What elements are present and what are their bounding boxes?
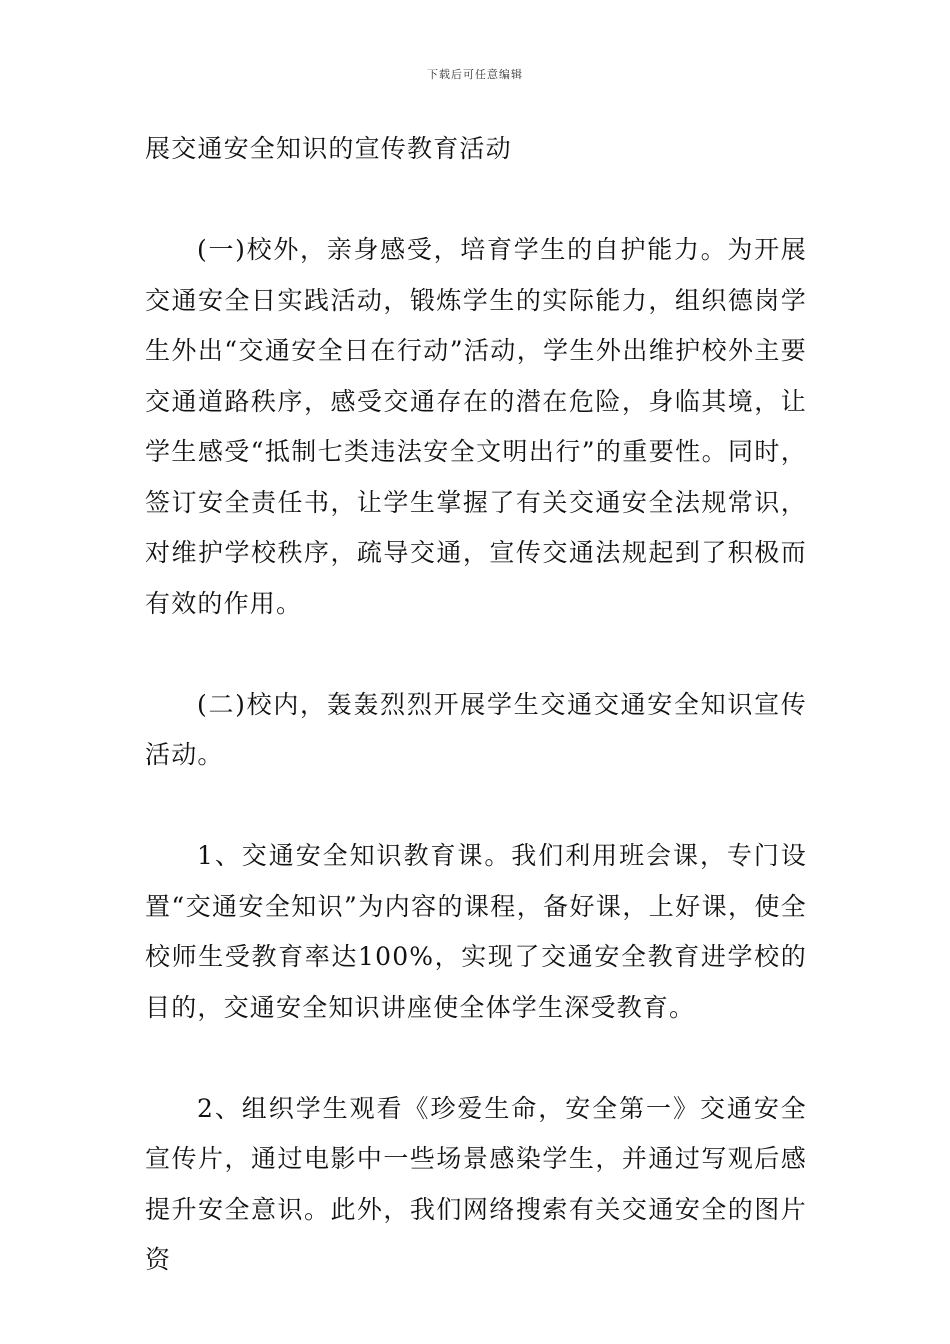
- paragraph-continuation: 展交通安全知识的宣传教育活动: [145, 134, 512, 163]
- paragraph-offcampus: (一)校外，亲身感受，培育学生的自护能力。为开展交通安全日实践活动，锻炼学生的实际能力，组织德岗学生外出“交通安全日在行动”活动，学生外出维护校外主要交通道路秩序，感受交通存在的潜在危险，身临其境，让学生感受“抵制七类违法安全文明出行”的重要性。同时，签订安全责任书，让学生掌握了有关交通安全法规常识，对维护学校秩序，疏导交通，宣传交通法规起到了积极而有效的作用。: [145, 235, 807, 618]
- paragraph-gap: [145, 629, 807, 680]
- page-header-note: 下载后可任意编辑: [427, 68, 523, 81]
- document-body: [145, 124, 807, 1286]
- paragraph-gap: [145, 175, 807, 226]
- paragraph-gap: [145, 781, 807, 832]
- paragraph-gap: [145, 1033, 807, 1084]
- paragraph-item-1: 1、交通安全知识教育课。我们利用班会课，专门设置“交通安全知识”为内容的课程，备好课，上好课，使全校师生受教育率达100%，实现了交通安全教育进学校的目的，交通安全知识讲座使全体学生深受教育。: [145, 841, 807, 1022]
- paragraph-oncampus: (二)校内，轰轰烈烈开展学生交通交通安全知识宣传活动。: [145, 689, 807, 769]
- paragraph-item-2: 2、组织学生观看《珍爱生命，安全第一》交通安全宣传片，通过电影中一些场景感染学生，并通过写观后感提升安全意识。此外，我们网络搜索有关交通安全的图片资: [145, 1093, 807, 1274]
